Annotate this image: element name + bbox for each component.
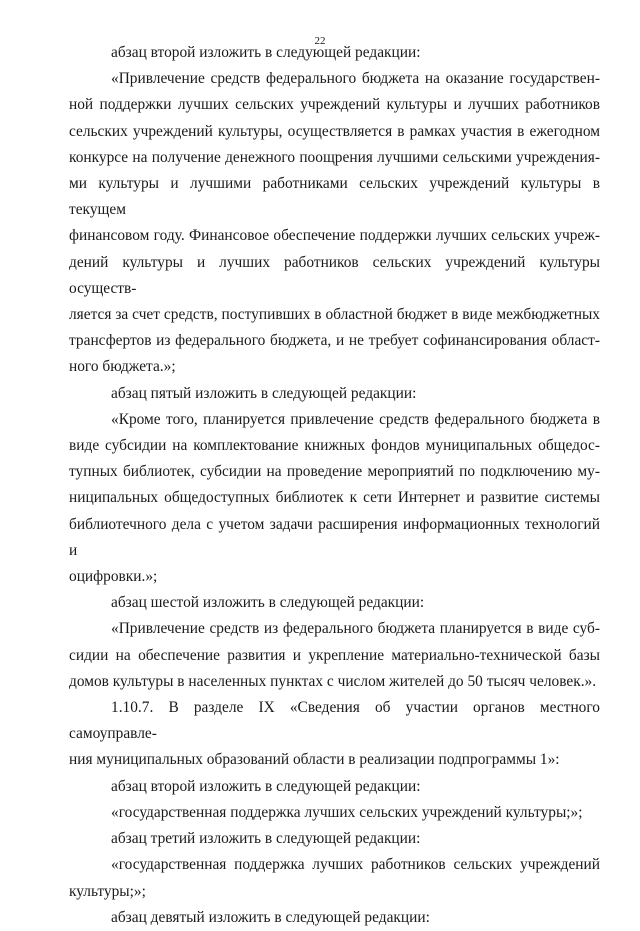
- text-line: виде субсидии на комплектование книжных фондов муниципальных общедос-: [69, 437, 600, 455]
- text-line: культуры;»;: [69, 882, 146, 900]
- text-line: домов культуры в населенных пунктах с числом жителей до 50 тысяч человек.».: [69, 672, 597, 690]
- text-line: трансфертов из федерального бюджета, и не требует софинансирования област-: [69, 332, 600, 350]
- text-line: дений культуры и лучших работников сельских учреждений культуры осуществ-: [69, 253, 600, 297]
- text-line: ной поддержки лучших сельских учреждений культуры и лучших работников: [69, 96, 600, 114]
- text-line: ми культуры и лучшими работниками сельских учреждений культуры в текущем: [69, 175, 600, 219]
- text-line: конкурсе на получение денежного поощрения лучшими сельскими учреждения-: [69, 148, 600, 166]
- text-line: ниципальных общедоступных библиотек к сети Интернет и развитие системы: [69, 489, 600, 507]
- text-line: «Привлечение средств федерального бюджета на оказание государствен-: [111, 70, 600, 88]
- text-line: 1.10.7. В разделе IX «Сведения об участии органов местного самоуправле-: [69, 699, 600, 743]
- text-line: тупных библиотек, субсидии на проведение мероприятий по подключению му-: [69, 463, 600, 481]
- text-line: абзац второй изложить в следующей редакции:: [111, 777, 421, 795]
- text-line: библиотечного дела с учетом задачи расширения информационных технологий и: [69, 515, 600, 559]
- paragraph: [69, 905, 600, 931]
- page-number: 22: [314, 35, 326, 47]
- text-line: «государственная поддержка лучших работников сельских учреждений: [111, 856, 600, 874]
- paragraph: [69, 800, 600, 826]
- text-line: ния муниципальных образований области в реализации подпрограммы 1»:: [69, 751, 560, 769]
- text-line: «Кроме того, планируется привлечение средств федерального бюджета в: [111, 410, 600, 428]
- paragraph: [69, 826, 600, 852]
- paragraph: [69, 852, 600, 904]
- paragraph: [69, 616, 600, 695]
- text-line: ного бюджета.»;: [69, 358, 176, 376]
- text-line: абзац девятый изложить в следующей редакции:: [111, 908, 430, 926]
- text-line: сидии на обеспечение развития и укрепление материально-технической базы: [69, 646, 600, 664]
- paragraph: [69, 66, 600, 380]
- text-line: абзац шестой изложить в следующей редакции:: [111, 594, 425, 612]
- text-line: оцифровки.»;: [69, 568, 158, 586]
- paragraph: [69, 695, 600, 774]
- paragraph: [69, 590, 600, 616]
- document-body: [69, 40, 600, 931]
- text-line: финансовом году. Финансовое обеспечение поддержки лучших сельских учреж-: [69, 227, 600, 245]
- text-line: сельских учреждений культуры, осуществляется в рамках участия в ежегодном: [69, 122, 600, 140]
- text-line: абзац пятый изложить в следующей редакции:: [111, 384, 417, 402]
- text-line: «государственная поддержка лучших сельских учреждений культуры;»;: [111, 803, 583, 821]
- text-line: абзац второй изложить в следующей редакции:: [111, 44, 421, 61]
- text-line: ляется за счет средств, поступивших в областной бюджет в виде межбюджетных: [69, 306, 600, 324]
- paragraph: [69, 407, 600, 590]
- text-line: «Привлечение средств из федерального бюджета планируется в виде суб-: [111, 620, 600, 638]
- paragraph: [69, 381, 600, 407]
- paragraph: [69, 774, 600, 800]
- text-line: абзац третий изложить в следующей редакции:: [111, 830, 421, 848]
- paragraph: [69, 40, 600, 66]
